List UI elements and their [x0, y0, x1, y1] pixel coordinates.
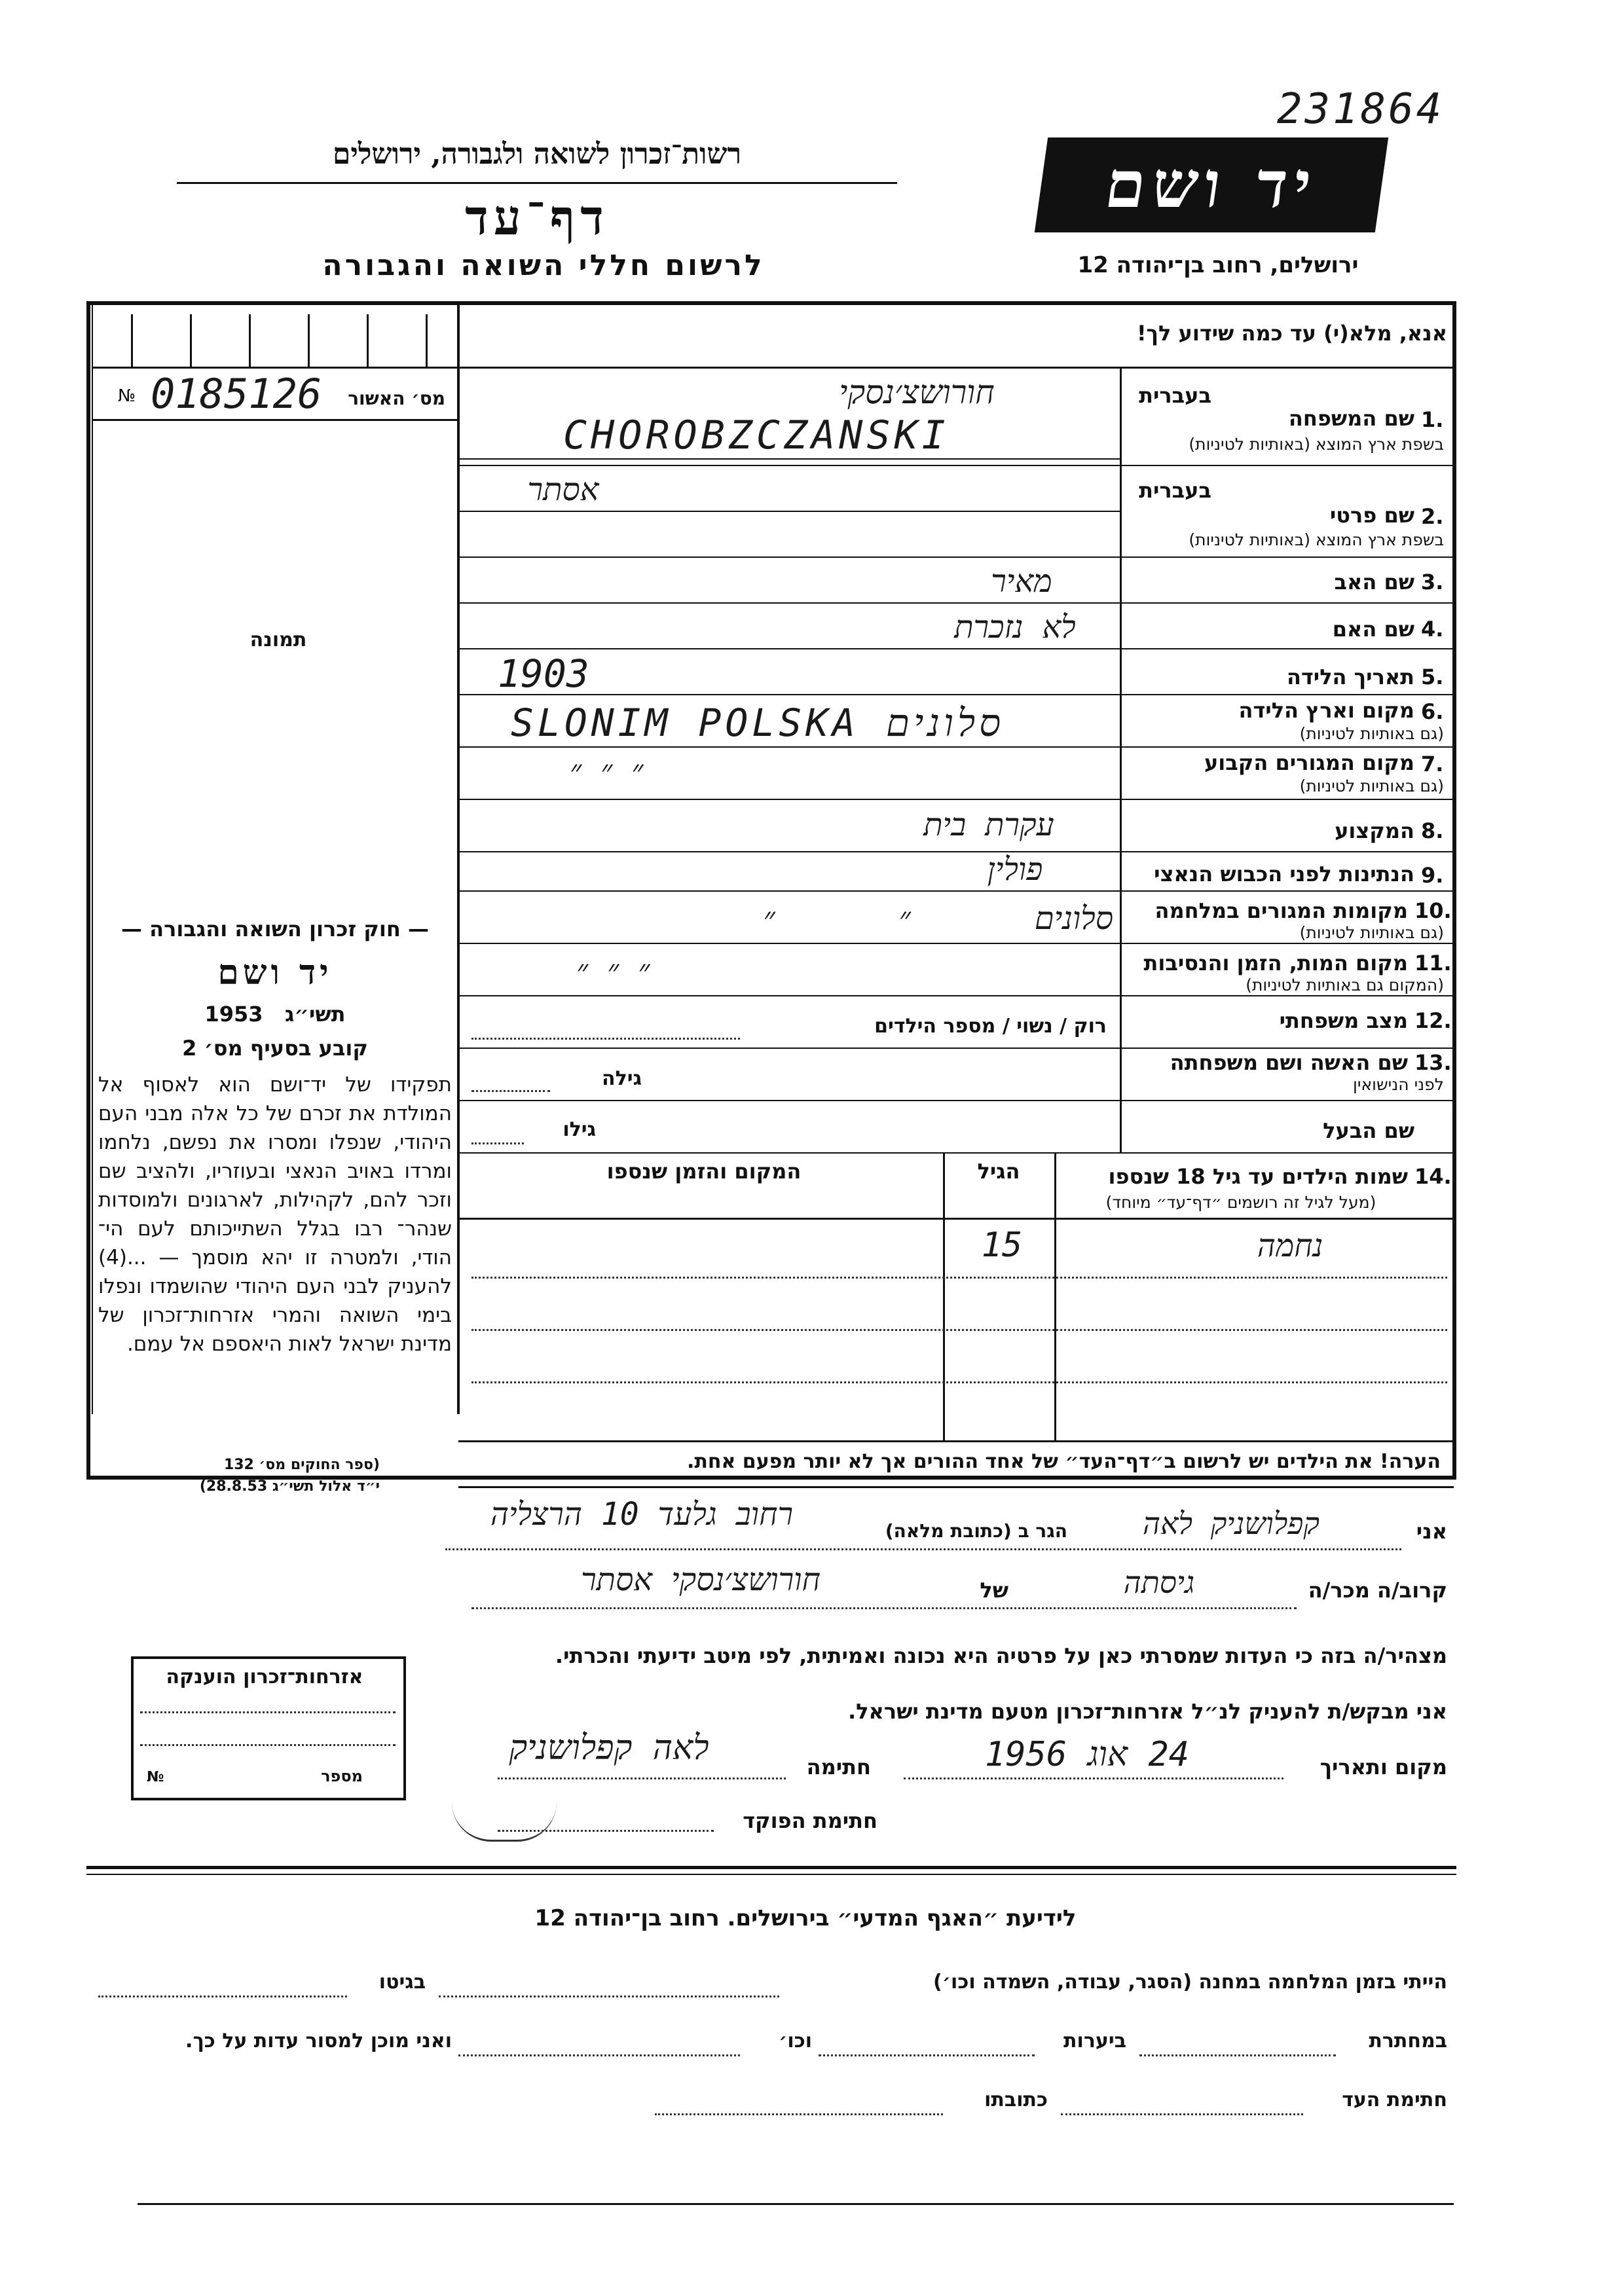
field-12-line [471, 1038, 740, 1040]
field-7-label: מקום המגורים הקבוע [1204, 750, 1414, 775]
bottom-title: לידיעת ״האגף המדעי״ בירושלים. רחוב בן־יהודה 12 [534, 1905, 1077, 1931]
decl-name: קפלושניק לאה [1143, 1506, 1320, 1541]
field-1-label: שם המשפחה [1288, 406, 1414, 431]
place-date-line [904, 1777, 1283, 1779]
children-col-names: שמות הילדים עד גיל 18 שנספו [1108, 1164, 1408, 1189]
row-line [458, 458, 1120, 460]
stamp-number: 231864 [1277, 85, 1445, 134]
field-7-sub: (גם באותיות לטיניות) [1299, 776, 1444, 795]
form-title: דף־עד [465, 190, 609, 246]
approval-line [92, 419, 458, 421]
field-4-value: לא נזכרת [954, 609, 1076, 646]
field-5-value: 1903 [498, 651, 589, 696]
field-11-num: 11. [1414, 951, 1452, 975]
children-num: 14. [1414, 1164, 1452, 1189]
field-13-label: שם האשה ושם משפחתה [1170, 1050, 1408, 1075]
row-line [458, 602, 1454, 604]
children-header-line [458, 1218, 1454, 1220]
bottom-line3-a: חתימת העד [1342, 2088, 1447, 2111]
law-year: 1953 [204, 1002, 263, 1027]
children-col-divider-2 [943, 1152, 945, 1440]
row-line [458, 995, 1454, 996]
field-7-num: 7. [1421, 752, 1444, 776]
field-6-num: 6. [1421, 699, 1444, 724]
field-11-value: ״ ״ ״ [576, 953, 650, 989]
decl-line-1 [445, 1548, 1401, 1550]
field-10-value: סלונים ״ ״ [763, 900, 1113, 937]
signature-line [498, 1777, 786, 1779]
decl-line-2 [471, 1607, 1297, 1609]
field-11-sub: (המקום גם באותיות לטיניות) [1246, 975, 1444, 994]
row-line [458, 511, 1120, 512]
field-3-value: מאיר [991, 563, 1052, 600]
bottom-line2-a: במחתרת [1369, 2030, 1447, 2052]
decl-prefix: אני [1416, 1519, 1447, 1544]
citizenship-number-prefix: № [147, 1769, 164, 1785]
children-row-1-age: 15 [981, 1226, 1023, 1265]
field-7-value: ״ ״ ״ [570, 753, 644, 790]
field-11-label: מקום המות, הזמן והנסיבות [1143, 951, 1408, 975]
bottom-line1-b: בגיטו [378, 1971, 426, 1994]
officer-scribble [452, 1794, 557, 1842]
bottom-separator [86, 1866, 1456, 1869]
field-8-value: עקרת בית [923, 807, 1054, 843]
photo-label: תמונה [249, 629, 307, 651]
decl-statement: מצהיר/ה בזה כי העדות שמסרתי כאן על פרטיה היא נכונה ואמיתית, לפי מיטב ידיעתי והכרתי. [555, 1643, 1447, 1668]
law-ref-2: י״ד אלול תשי״ג 28.8.53) [199, 1478, 380, 1495]
bottom-line1-fill [439, 1995, 779, 1997]
place-date-value: 24 אוג 1956 [984, 1735, 1190, 1774]
field-4-label: שם האם [1332, 617, 1414, 642]
children-note: הערה! את הילדים יש לרשום ב״דף־העד״ של אחד ההורים אך לא יותר מפעם אחת. [687, 1450, 1441, 1473]
field-6-label: מקום וארץ הלידה [1238, 698, 1414, 723]
field-10-sub: (גם באותיות לטיניות) [1299, 923, 1444, 942]
note-line [458, 1486, 1454, 1488]
signature-value: לאה קפלושניק [509, 1728, 709, 1768]
form-intro: אנא, מלא(י) עד כמה שידוע לך! [1136, 321, 1447, 346]
field-2-label: שם פרטי [1329, 503, 1414, 528]
field-8-num: 8. [1421, 818, 1444, 843]
field-3-num: 3. [1421, 570, 1444, 594]
row-line [458, 746, 1454, 748]
field-1-num: 1. [1421, 407, 1444, 432]
approval-number: 0185126 [151, 370, 322, 418]
citizenship-box [131, 1656, 406, 1800]
decl-request: אני מבקש/ת להעניק לנ״ל אזרחות־זכרון מטעם מדינת ישראל. [848, 1699, 1447, 1724]
bottom-line3-fill-1 [1061, 2113, 1303, 2115]
field-3-label: שם האב [1334, 570, 1414, 594]
field-2-num: 2. [1421, 504, 1444, 529]
left-inner-divider [92, 301, 93, 1414]
field-10-num: 10. [1414, 898, 1452, 923]
authority-title: רשות־זכרון לשואה ולגבורה, ירושלים [332, 137, 742, 171]
row-line [458, 1048, 1454, 1049]
decl-relative-name: חורושצ׳נסקי אסתר [581, 1561, 821, 1598]
row-line [458, 648, 1454, 649]
field-2-value: אסתר [527, 471, 599, 508]
children-col-names-sub: (מעל לגיל זה רושמים ״דף־עד״ מיוחד) [1105, 1193, 1376, 1212]
bottom-line1-fill-2 [98, 1995, 347, 1997]
field-1-sub: בשפת ארץ המוצא (באותיות לטיניות) [1189, 435, 1444, 454]
children-row-1-name: נחמה [1257, 1228, 1323, 1264]
children-col-divider-1 [1054, 1152, 1056, 1440]
bottom-line2-d: ואני מוכן למסור עדות על כך. [185, 2030, 452, 2052]
decl-mid: הגר ב (כתובת מלאה) [885, 1520, 1067, 1542]
field-2-lang: בעברית [1139, 478, 1211, 503]
left-column-divider [457, 301, 460, 1414]
field-13-value: גילה [602, 1067, 642, 1090]
header-address: ירושלים, רחוב בן־יהודה 12 [1077, 252, 1359, 278]
bottom-line1-a: הייתי בזמן המלחמה במחנה (הסגר, עבודה, השמדה וכו׳) [933, 1971, 1447, 1994]
law-year-hebrew: תשי״ג [284, 1002, 346, 1027]
decl-of: של [980, 1578, 1008, 1603]
field-5-num: 5. [1421, 665, 1444, 689]
husband-line [471, 1142, 524, 1144]
header-underline [177, 182, 897, 184]
field-1-value-latin: CHOROBZCZANSKI [563, 412, 950, 458]
row-line [458, 465, 1454, 466]
field-6-value: SLONIM POLSKA סלונים [511, 701, 1005, 745]
form-subtitle: לרשום חללי השואה והגבורה [322, 249, 765, 282]
bottom-line3-fill-2 [655, 2113, 943, 2115]
yad-vashem-logo [1035, 137, 1388, 232]
signature-label: חתימה [806, 1755, 871, 1779]
children-bottom-line [458, 1440, 1454, 1442]
field-10-label: מקומות המגורים במלחמה [1154, 898, 1408, 923]
intro-line [92, 367, 1454, 369]
row-line [458, 890, 1454, 892]
field-8-label: המקצוע [1335, 818, 1414, 843]
field-5-label: תאריך הלידה [1286, 665, 1414, 689]
children-col-age: הגיל [977, 1159, 1020, 1184]
children-row-line [471, 1277, 1447, 1279]
row-line [458, 943, 1454, 944]
husband-value: גילו [563, 1118, 596, 1141]
bottom-separator-2 [86, 1874, 1456, 1875]
page-bottom-rule [138, 2203, 1454, 2205]
citizenship-title: אזרחות־זכרון הוענקה [166, 1666, 363, 1688]
children-row-line [471, 1381, 1447, 1383]
field-4-num: 4. [1421, 617, 1444, 642]
row-line [458, 1100, 1454, 1101]
law-name: יד ושם [217, 953, 333, 993]
field-13-line [471, 1090, 550, 1092]
bottom-line2-c: וכו׳ [779, 2030, 812, 2052]
row-line [458, 694, 1454, 695]
decl-relation-prefix: קרוב/ה מכר/ה [1308, 1578, 1447, 1603]
bottom-line2-fill-3 [458, 2054, 740, 2056]
field-12-value: רוק / נשוי / מספר הילדים [874, 1015, 1107, 1038]
field-2-sub: בשפת ארץ המוצא (באותיות לטיניות) [1189, 530, 1444, 549]
husband-label: שם הבעל [1323, 1118, 1414, 1143]
field-12-num: 12. [1414, 1008, 1452, 1033]
field-9-label: הנתינות לפני הכבוש הנאצי [1154, 862, 1414, 886]
bottom-line2-b: ביערות [1063, 2030, 1126, 2052]
decl-address: רחוב גלעד 10 הרצליה [490, 1496, 794, 1533]
field-9-value: פולין [987, 851, 1043, 888]
field-6-sub: (גם באותיות לטיניות) [1299, 724, 1444, 743]
decl-relation: גיסתה [1123, 1565, 1195, 1600]
approval-prefix: № [118, 386, 136, 406]
label-column-divider [1120, 367, 1122, 1152]
field-1-value: חורושצ׳נסקי [839, 373, 995, 411]
field-12-label: מצב משפחתי [1279, 1008, 1408, 1033]
officer-label: חתימת הפוקד [743, 1808, 877, 1833]
children-row-line [471, 1329, 1447, 1331]
law-clause: קובע בסעיף מס׳ 2 [182, 1036, 368, 1061]
field-9-num: 9. [1421, 863, 1444, 888]
citizenship-number-label: מספר [321, 1767, 363, 1785]
children-col-place: המקום והזמן שנספו [606, 1159, 802, 1184]
row-line [458, 799, 1454, 800]
law-title: — חוק זכרון השואה והגבורה — [121, 917, 429, 941]
field-13-num: 13. [1414, 1050, 1452, 1075]
row-line [458, 556, 1454, 558]
bottom-line3-b: כתובתו [984, 2088, 1048, 2111]
bottom-line2-fill-2 [819, 2054, 1035, 2056]
field-1-lang: בעברית [1139, 383, 1211, 408]
tick-marks [92, 314, 458, 367]
field-13-sub: לפני הנישואין [1353, 1075, 1444, 1094]
bottom-line2-fill-1 [1139, 2054, 1336, 2056]
law-text: תפקידו של יד־ושם הוא לאסוף אל המולדת את זכרם של כל אלה מבני העם היהודי, שנפלו ומסרו את נפשם, נלחמו ומרדו באויב הנאצי ובעוזריו, ולהציב שם וזכר להם, לקהילות, לארגונים ולמוסדות שנהר־ רבו בגלל השתייכותם לעם הי־ הודי, ולמטרה זו יהא מוסמך — ...(4) להעניק לבני העם היהודי שהושמדו ונפלו בימי השואה והמרי אזרחות־זכרון של מדינת ישראל לאות היאספם אל עמם. [98, 1073, 452, 1356]
logo-text: יד ושם [1100, 147, 1323, 223]
approval-label: מס׳ האשור [348, 388, 445, 409]
law-ref-1: (ספר החוקים מס׳ 132 [223, 1457, 380, 1473]
row-line [458, 1152, 1454, 1154]
law-year-row [92, 1002, 458, 1027]
place-date-label: מקום ותאריך [1320, 1755, 1447, 1779]
